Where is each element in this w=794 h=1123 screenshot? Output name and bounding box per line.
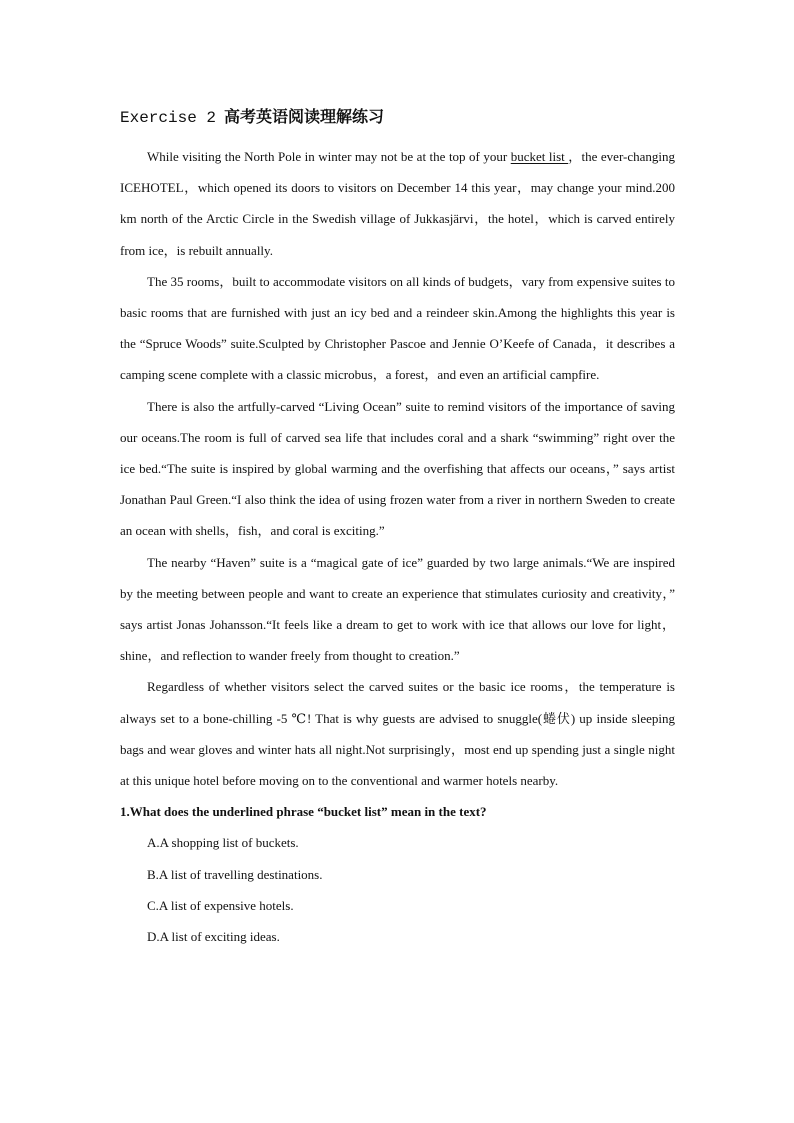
passage-paragraph-5: Regardless of whether visitors select the carved suites or the basic ice rooms，the temperature is always set to a bone-chilling -5 ℃! That is why guests are advised to snuggle(蜷伏) up inside sleeping bags and wear gloves and winter hats all night.Not surprisingly，most end up spending just a single night at this unique hotel before moving on to the conventional and warmer hotels nearby. bbox=[120, 679, 675, 789]
passage-paragraph-1 bbox=[120, 141, 675, 266]
exercise-title bbox=[120, 100, 675, 135]
question-1: 1.What does the underlined phrase “bucket list” mean in the text? bbox=[120, 804, 487, 820]
option-d: D.A list of exciting ideas. bbox=[147, 929, 280, 945]
underlined-phrase: bucket list bbox=[510, 149, 569, 164]
passage-paragraph-4: The nearby “Haven” suite is a “magical gate of ice” guarded by two large animals.“We are inspired by the meeting between people and want to create an experience that stimulates curiosity and creativity，” says artist Jonas Johansson.“It feels like a dream to get to work with ice that allows our love for light，shine，and reflection to wander freely from thought to creation.” bbox=[120, 554, 675, 664]
option-a: A.A shopping list of buckets. bbox=[147, 835, 299, 851]
exercise-label: Exercise 2 bbox=[120, 109, 217, 127]
exercise-subtitle: 高考英语阅读理解练习 bbox=[224, 107, 385, 126]
option-c: C.A list of expensive hotels. bbox=[147, 897, 294, 913]
passage-paragraph-3: There is also the artfully-carved “Living Ocean” suite to remind visitors of the importance of saving our oceans.The room is full of carved sea life that includes coral and a shark “swimming” right over the ice bed.“The suite is inspired by global warming and the overfishing that affects our oceans，” says artist Jonathan Paul Green.“I also think the idea of using frozen water from a river in northern Sweden to create an ocean with shells，fish，and coral is exciting.” bbox=[120, 398, 675, 539]
passage-paragraph-2: The 35 rooms，built to accommodate visitors on all kinds of budgets，vary from expensive suites to basic rooms that are furnished with just an icy bed and a reindeer skin.Among the highlights this year is the “Spruce Woods” suite.Sculpted by Christopher Pascoe and Jennie O’Keefe of Canada，it describes a camping scene complete with a classic microbus，a forest，and even an artificial campfire. bbox=[120, 273, 676, 383]
answer-options bbox=[120, 827, 675, 952]
paragraph-1-end: ，the ever-changing ICEHOTEL，which opened its doors to visitors on December 14 this year，may change your mind.200 km north of the Arctic Circle in the Swedish village of Jukkasjärvi，the hotel，which is carved entirely from ice，is rebuilt annually. bbox=[120, 149, 675, 258]
paragraph-1-start: While visiting the North Pole in winter may not be at the top of your bbox=[147, 149, 511, 164]
document-page bbox=[120, 100, 675, 952]
option-b: B.A list of travelling destinations. bbox=[147, 866, 323, 882]
